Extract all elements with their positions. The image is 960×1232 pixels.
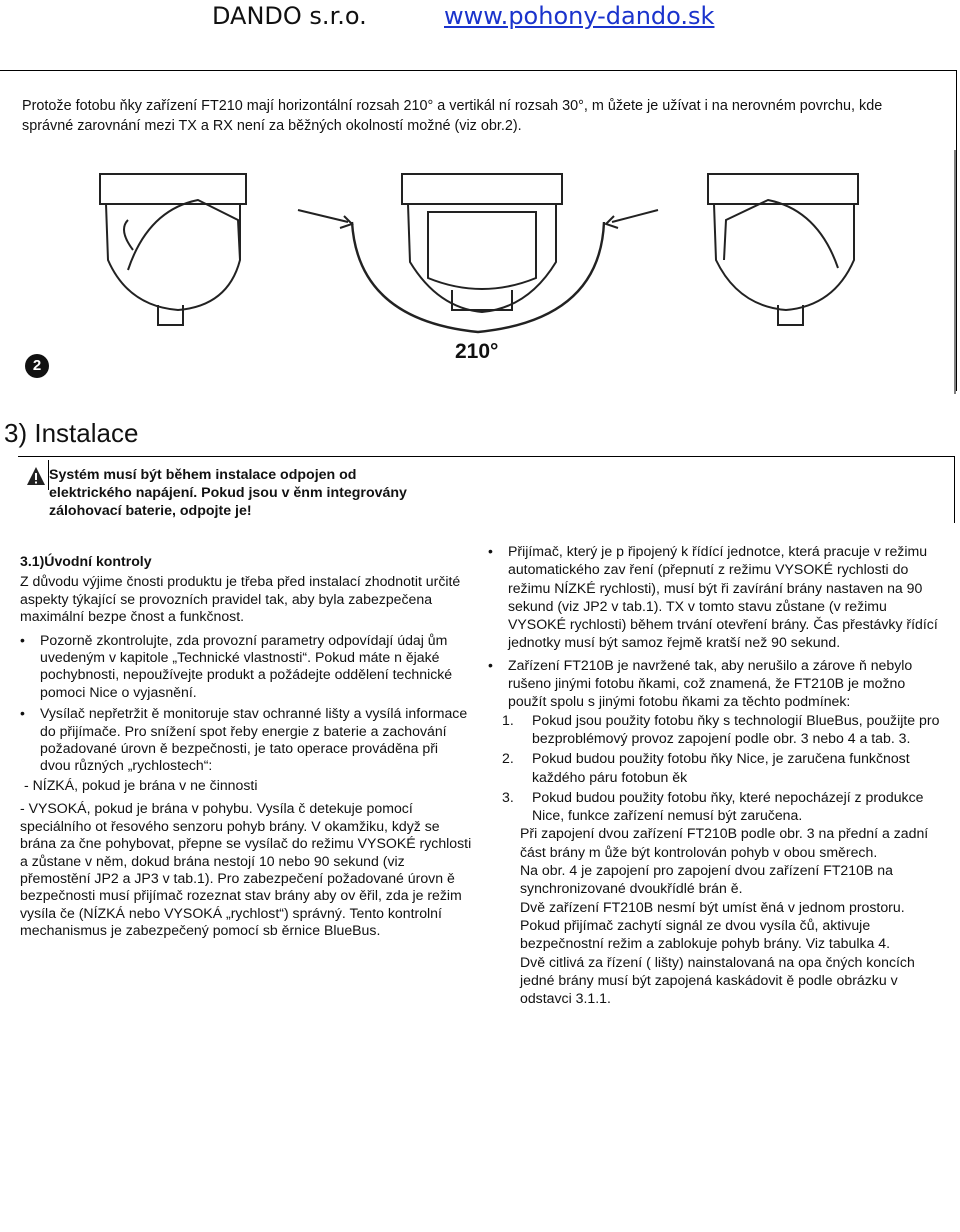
paragraph: Při zapojení dvou zařízení FT210B podle obr. 3 na přední a zadní část brány m ůže být kontrolován pohyb v obou směrech. <box>520 825 929 860</box>
angle-label: 210° <box>455 340 499 363</box>
item-text: Pokud budou použity fotobu ňky Nice, je zaručena funkčnost každého páru fotobun ěk <box>532 750 910 785</box>
warning-text: Systém musí být během instalace odpojen od elektrického napájení. Pokud jsou v ěnm integrovány zálohovací baterie, odpojte je! <box>49 467 407 519</box>
item-number: 1. <box>502 711 514 728</box>
left-column <box>20 553 472 940</box>
numbered-item <box>488 749 940 786</box>
intro-paragraph: Protože fotobu ňky zařízení FT210 mají horizontální rozsah 210° a vertikál ní rozsah 30°, m ůžete je užívat i na nerovném povrchu, kde správné zarovnání mezi TX a RX není za běžných okolností možné (viz obr.2). <box>22 98 883 134</box>
list-item: • Zařízení FT210B je navržené tak, aby nerušilo a zárove ň nebylo rušeno jinými fotobu ňkami, což znamená, že FT210B je možno použít spolu s jinými fotobu ňkami za těchto podmínek: <box>488 656 940 711</box>
figure-number-badge: 2 <box>25 354 49 378</box>
company-name: DANDO s.r.o. <box>212 2 367 30</box>
list-item: • Pozorně zkontrolujte, zda provozní parametry odpovídají údaj ům uvedeným v kapitole „Technické vlastnosti“. Pokud máte n ějaké pochybnosti, nepoužívejte produkt a požádejte oddělení technické pomoci Nice o vyjasnění. <box>20 632 472 702</box>
intro-checks-paragraph: Z důvodu výjime čnosti produktu je třeba před instalací zhodnotit určité aspekty týkající se provozních pravidel tak, aby byla zabezpečena maximální bezpe čnost a funkčnost. <box>20 573 461 625</box>
item-number: 3. <box>502 788 514 805</box>
speed-high-paragraph: - VYSOKÁ, pokud je brána v pohybu. Vysíla č detekuje pomocí speciálního ot řesového senzoru pohyb brány. V okamžiku, když se brána za čne pohybovat, přepne se vysílač do režimu VYSOKÉ rychlosti a zůstane v něm, dokud brána nestojí 10 nebo 90 sekund (viz přemostění JP2 a JP3 v tab.1). Pro zabezpečení požadované úrovn ě bezpečnosti musí přijímač rozeznat stav brány aby ov ěřil, zda je režim vysíla če (NÍZKÁ nebo VYSOKÁ „rychlost“) správný. Tento kontrolní mechanismus je zabezpečený pomocí sb ěrnice BlueBus. <box>20 800 472 939</box>
numbered-item <box>488 788 940 825</box>
subsection-heading: 3.1)Úvodní kontroly <box>20 553 152 569</box>
numbered-item <box>488 711 940 748</box>
section-title: 3) Instalace <box>4 418 139 448</box>
website-link[interactable]: www.pohony-dando.sk <box>444 2 715 30</box>
warning-triangle-icon <box>26 466 46 486</box>
paragraph: Dvě citlivá za řízení ( lišty) nainstalovaná na opa čných koncích jedné brány musí být zapojená kaskádovit ě podle obrázku v odstavci 3.1.1. <box>520 953 915 1007</box>
paragraph: Na obr. 4 je zapojení pro zapojení dvou zařízení FT210B na synchronizované dvoukřídlé brán ě. <box>520 862 893 897</box>
paragraph: Dvě zařízení FT210B nesmí být umíst ěná v jednom prostoru. Pokud přijímač zachytí signál ze dvou vysíla čů, aktivuje bezpečnostní režim a zablokuje pohyb brány. Viz tabulka 4. <box>520 898 905 952</box>
item-text: Pokud budou použity fotobu ňky, které nepocházejí z produkce Nice, funkce zařízení nemusí být zaručena. <box>532 788 924 824</box>
speed-low-line: - NÍZKÁ, pokud je brána v ne činnosti <box>24 776 258 793</box>
item-text: Pokud jsou použity fotobu ňky s technologií BlueBus, použijte pro bezproblémový provoz zapojení podle obr. 3 nebo 4 a tab. 3. <box>532 711 940 746</box>
right-column <box>488 542 940 1007</box>
item-number: 2. <box>502 750 514 767</box>
list-item: • Vysílač nepřetržit ě monitoruje stav ochranné lišty a vysílá informace do přijímače. Pro snížení spot řeby energie z baterie a zachování požadované úrovn ě bezpečnosti, je tato operace prováděna při dvou různých „rychlostech“: <box>20 705 472 775</box>
list-item: • Přijímač, který je p řipojený k řídící jednotce, která pracuje v režimu automatického zav ření (přepnutí z režimu VYSOKÉ rychlosti do režimu NÍZKÉ rychlosti), musí být ři zavírání brány nastaven na 90 sekund (viz JP2 v tab.1). TX v tomto stavu zůstane (v režimu VYSOKÉ rychlosti) během trvání otevření brány. Čas přestávky řídící jednotky musí být samoz řejmě kratší než 90 sekund. <box>488 542 940 652</box>
